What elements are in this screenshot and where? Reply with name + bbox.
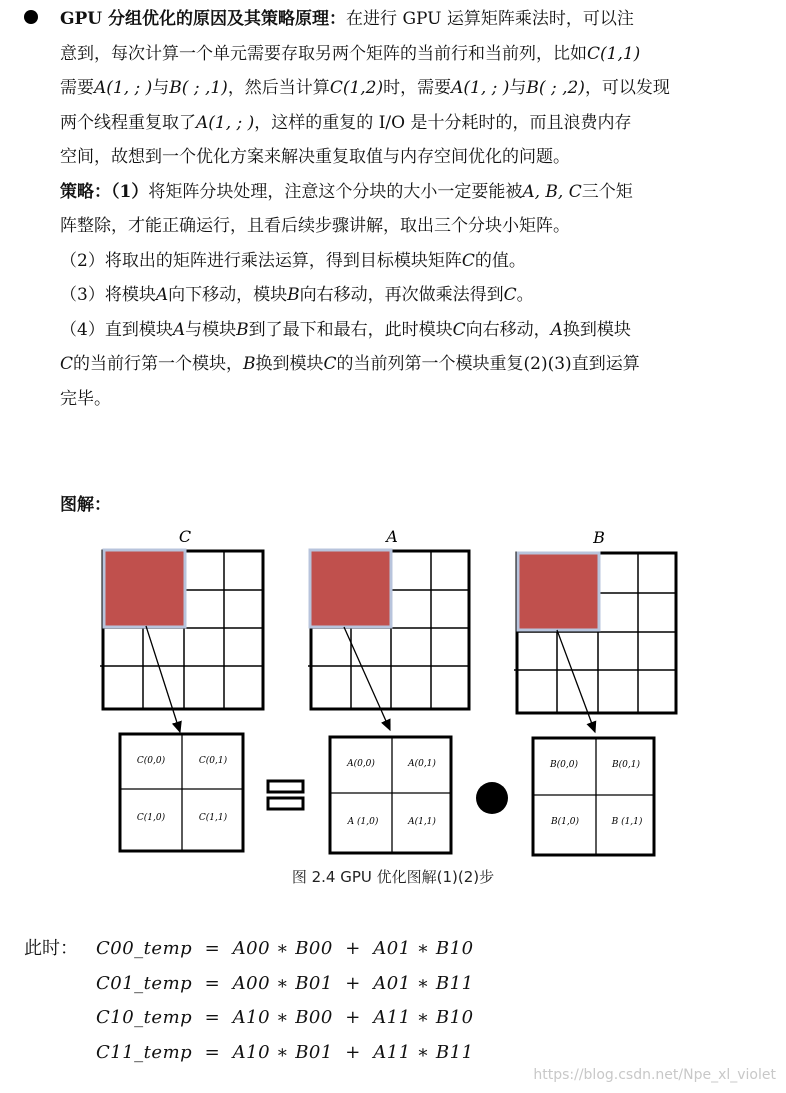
cell-a10: A (1,0)	[347, 817, 379, 827]
title-b: B	[593, 528, 605, 547]
matrix-b-grid	[514, 553, 676, 713]
cell-c11: C(1,1)	[198, 813, 228, 823]
equations	[24, 932, 474, 1070]
cell-b10: B(1,0)	[551, 817, 579, 827]
cell-c01: C(0,1)	[198, 756, 228, 766]
matrix-c-grid	[100, 550, 263, 709]
dot-icon	[476, 782, 508, 814]
matrix-a-grid	[308, 550, 469, 709]
block-a	[310, 550, 391, 627]
step-3: （3）将模块A向下移动，模块B向右移动，再次做乘法得到C。	[60, 285, 534, 305]
cell-c10: C(1,0)	[136, 813, 166, 823]
equation-row: C10_temp = A10 ∗ B00 + A11 ∗ B10	[96, 1007, 474, 1028]
equation-row: C00_temp = A00 ∗ B00 + A01 ∗ B10	[96, 938, 474, 959]
section-heading: GPU 分组优化的原因及其策略原理：	[60, 9, 347, 29]
cell-a00: A(0,0)	[347, 759, 375, 769]
intro-paragraph: GPU 分组优化的原因及其策略原理：在进行 GPU 运算矩阵乘法时，可以注 意到，每次计算一个单元需要存取另两个矩阵的当前行和当前列，比如C(1,1) 需要A(1, ; )与B( ; ,1)，然后当计算C(1,2)时，需要A(1, ; )与B( ; ,2)，可以发现 两个线程重复取了A(1, ; )，这样的重复的 I/O 是十分耗时的，而且浪费内存 空间，故想到一个优化方案来解决重复取值与内存空间优化的问题。 策略：（1）将矩阵分块处理，注意这个分块的大小一定要能被A, B, C三个矩 阵整除，才能正确运行，且看后续步骤讲解，取出三个分块小矩阵。 （2）将取出的矩阵进行乘法运算，得到目标模块矩阵C的值。 （3）将模块A向下移动，模块B向右移动，再次做乘法得到C。 （4）直到模块A与模块B到了最下和最右，此时模块C向右移动，A换到模块 C的当前行第一个模块，B换到模块C的当前列第一个模块重复(2)(3)直到运算 完毕。	[60, 9, 670, 409]
block-b	[518, 553, 599, 630]
cell-b00: B(0,0)	[550, 760, 578, 770]
equation-row: C01_temp = A00 ∗ B01 + A01 ∗ B11	[96, 972, 474, 994]
cell-c00: C(0,0)	[136, 756, 166, 766]
matrix-diagram	[0, 520, 786, 900]
cell-a11: A(1,1)	[408, 817, 436, 827]
strategy-label: 策略：	[60, 181, 111, 202]
arrow-c	[146, 626, 180, 732]
cell-a01: A(0,1)	[408, 759, 436, 769]
figure-heading: 图解：	[60, 495, 111, 515]
title-a: A	[386, 527, 398, 546]
equations-label: 此时：	[24, 938, 78, 959]
cell-b01: B(0,1)	[612, 760, 640, 770]
cell-b11: B (1,1)	[611, 817, 643, 827]
small-matrix-c	[120, 734, 243, 851]
figure-caption: 图 2.4 GPU 优化图解(1)(2)步	[291, 868, 495, 886]
title-c: C	[178, 527, 192, 546]
block-c	[104, 550, 185, 627]
arrow-b	[557, 630, 595, 732]
equation-row: C11_temp = A10 ∗ B01 + A11 ∗ B11	[96, 1041, 474, 1063]
watermark: https://blog.csdn.net/Npe_xl_violet	[533, 1067, 776, 1083]
equals-icon	[268, 781, 303, 809]
bullet-icon	[24, 10, 38, 24]
step-4: （4）直到模块A与模块B到了最下和最右，此时模块C向右移动，A换到模块 C的当前行第一个模块，B换到模块C的当前列第一个模块重复(2)(3)直到运算 完毕。	[60, 319, 640, 409]
step-2: （2）将取出的矩阵进行乘法运算，得到目标模块矩阵C的值。	[60, 250, 526, 271]
small-matrix-b	[533, 738, 654, 855]
small-matrix-a	[330, 737, 451, 853]
